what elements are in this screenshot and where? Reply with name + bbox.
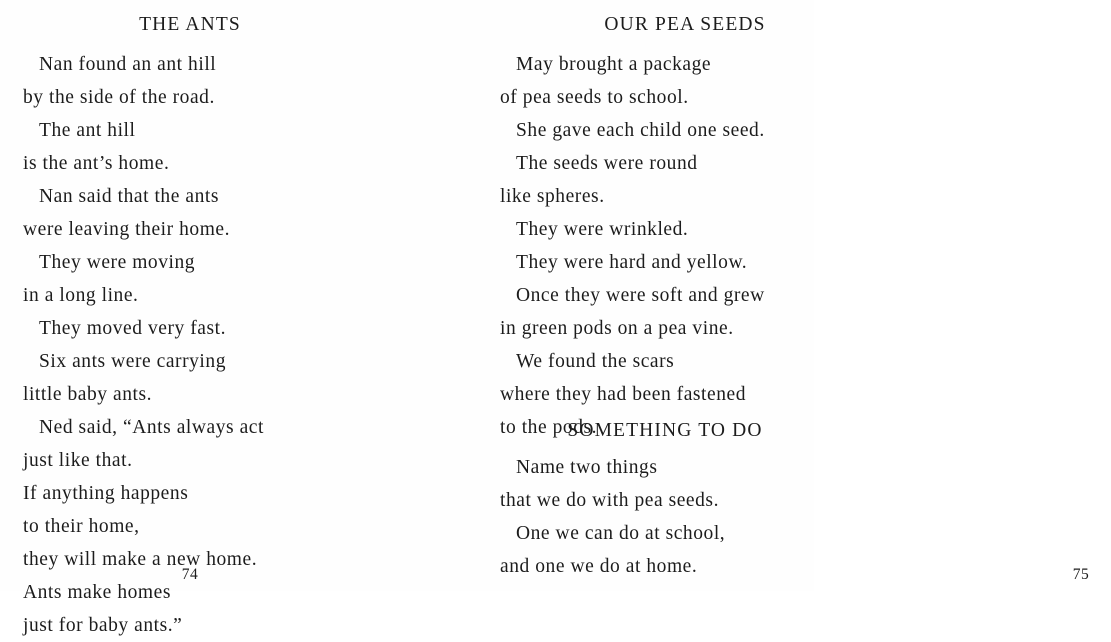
left-page-number: 74 <box>181 566 199 583</box>
text-line: She gave each child one seed. <box>516 120 765 141</box>
text-line: The ant hill <box>39 120 136 141</box>
text-line: They were hard and yellow. <box>516 252 748 273</box>
text-line: is the ant’s home. <box>23 153 170 174</box>
text-line: where they had been fastened <box>500 384 747 405</box>
text-line: They moved very fast. <box>39 318 226 339</box>
text-line: they will make a new home. <box>23 549 258 570</box>
text-line: that we do with pea seeds. <box>500 490 719 511</box>
text-line: If anything happens <box>23 483 189 504</box>
text-line: to their home, <box>23 516 140 537</box>
text-line: May brought a package <box>516 54 712 75</box>
text-line: in green pods on a pea vine. <box>500 318 734 339</box>
something-to-do-body <box>500 451 894 583</box>
right-page-number: 75 <box>1072 566 1090 583</box>
text-line: just for baby ants.” <box>23 615 183 636</box>
right-page <box>420 0 1090 591</box>
text-line: One we can do at school, <box>516 523 726 544</box>
text-line: Nan said that the ants <box>39 186 219 207</box>
right-page-heading: OUR PEA SEEDS <box>604 14 766 35</box>
something-to-do-heading: SOMETHING TO DO <box>567 420 763 441</box>
text-line: Name two things <box>516 457 658 478</box>
text-line: Ned said, “Ants always act <box>39 417 264 438</box>
left-page-body <box>23 48 443 642</box>
right-page-body <box>500 48 894 444</box>
text-line: They were wrinkled. <box>516 219 689 240</box>
text-line: of pea seeds to school. <box>500 87 689 108</box>
text-line: in a long line. <box>23 285 139 306</box>
text-line: to the pods. <box>500 417 598 438</box>
left-page <box>0 0 420 636</box>
text-line: Once they were soft and grew <box>516 285 765 306</box>
text-line: We found the scars <box>516 351 675 372</box>
text-line: like spheres. <box>500 186 605 207</box>
text-line: just like that. <box>23 450 133 471</box>
text-line: little baby ants. <box>23 384 153 405</box>
text-line: Ants make homes <box>23 582 171 603</box>
text-line: Nan found an ant hill <box>39 54 217 75</box>
text-line: by the side of the road. <box>23 87 215 108</box>
left-page-heading: THE ANTS <box>139 14 241 35</box>
text-line: and one we do at home. <box>500 556 698 577</box>
text-line: Six ants were carrying <box>39 351 226 372</box>
text-line: The seeds were round <box>516 153 698 174</box>
text-line: They were moving <box>39 252 196 273</box>
text-line: were leaving their home. <box>23 219 231 240</box>
